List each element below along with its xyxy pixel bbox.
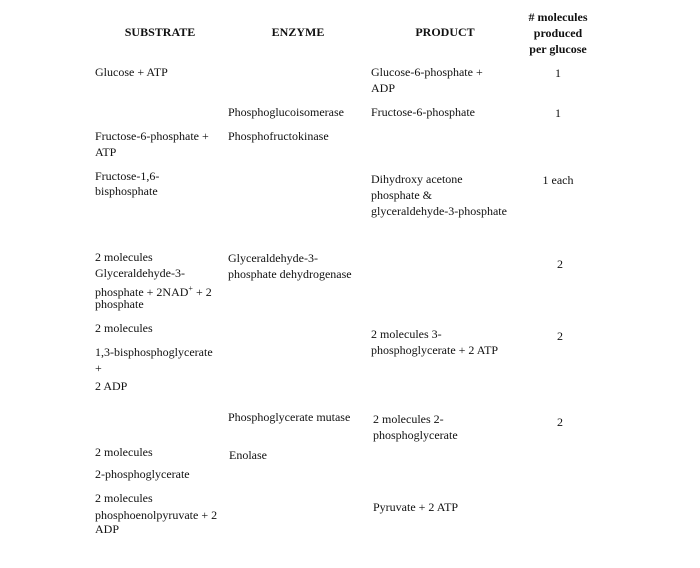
row5-substrate-line3-tail: + 2 <box>192 285 212 299</box>
row4-product-line2: phosphate & <box>371 188 432 202</box>
row6-substrate-line1: 2 molecules <box>95 321 153 335</box>
substrate-header: SUBSTRATE <box>124 25 196 39</box>
row7-count: 2 <box>557 415 563 429</box>
row5-substrate-line2: Glyceraldehyde-3- <box>95 266 185 280</box>
row4-substrate-line1: Fructose-1,6- <box>95 169 160 183</box>
row5-count: 2 <box>557 257 563 271</box>
row7-enzyme: Phosphoglycerate mutase <box>228 410 351 424</box>
row5-substrate-line4: phosphate <box>95 297 144 311</box>
row3-enzyme: Phosphofructokinase <box>228 129 329 143</box>
row6-product-line2: phosphoglycerate + 2 ATP <box>371 343 499 357</box>
row8-substrate-line1: 2 molecules <box>95 445 153 459</box>
row2-count: 1 <box>555 106 561 120</box>
row6-substrate-line2: 1,3-bisphosphoglycerate <box>95 345 213 359</box>
row4-substrate-line2: bisphosphate <box>95 184 158 198</box>
row3-substrate-line1: Fructose-6-phosphate + <box>95 129 209 143</box>
row6-substrate-line3: + <box>95 361 102 375</box>
row4-product-line3: glyceraldehyde-3-phosphate <box>371 204 507 218</box>
row1-substrate: Glucose + ATP <box>95 65 168 79</box>
row5-enzyme-line2: phosphate dehydrogenase <box>228 267 352 281</box>
row5-substrate-line3-text: phosphate + 2NAD <box>95 285 189 299</box>
row9-product: Pyruvate + 2 ATP <box>373 500 459 514</box>
row5-substrate-line1: 2 molecules <box>95 250 153 264</box>
row2-enzyme: Phosphoglucoisomerase <box>228 105 344 119</box>
row2-product: Fructose-6-phosphate <box>371 105 475 119</box>
row9-substrate-line1: 2 molecules <box>95 491 153 505</box>
molecules-header-line-1: # molecules <box>528 10 588 24</box>
product-header: PRODUCT <box>415 25 475 39</box>
enzyme-header: ENZYME <box>271 25 325 39</box>
row1-count: 1 <box>555 66 561 80</box>
row6-product-line1: 2 molecules 3- <box>371 327 442 341</box>
row9-substrate-line2: phosphoenolpyruvate + 2 <box>95 508 218 522</box>
row1-product-line2: ADP <box>371 81 396 95</box>
row6-substrate-line4: 2 ADP <box>95 379 128 393</box>
row4-count: 1 each <box>542 173 574 187</box>
row5-enzyme-line1: Glyceraldehyde-3- <box>228 251 318 265</box>
row3-substrate-line2: ATP <box>95 145 117 159</box>
row6-count: 2 <box>557 329 563 343</box>
row9-substrate-line3: ADP <box>95 522 120 536</box>
row8-substrate-line2: 2-phosphoglycerate <box>95 467 190 481</box>
row1-product-line1: Glucose-6-phosphate + <box>371 65 483 79</box>
row7-product-line1: 2 molecules 2- <box>373 412 444 426</box>
molecules-header-line-3: per glucose <box>529 42 587 56</box>
row7-product-line2: phosphoglycerate <box>373 428 458 442</box>
row8-enzyme: Enolase <box>229 448 267 462</box>
row5-nad-superscript: + <box>188 284 193 293</box>
molecules-header-line-2: produced <box>533 26 583 40</box>
row4-product-line1: Dihydroxy acetone <box>371 172 463 186</box>
